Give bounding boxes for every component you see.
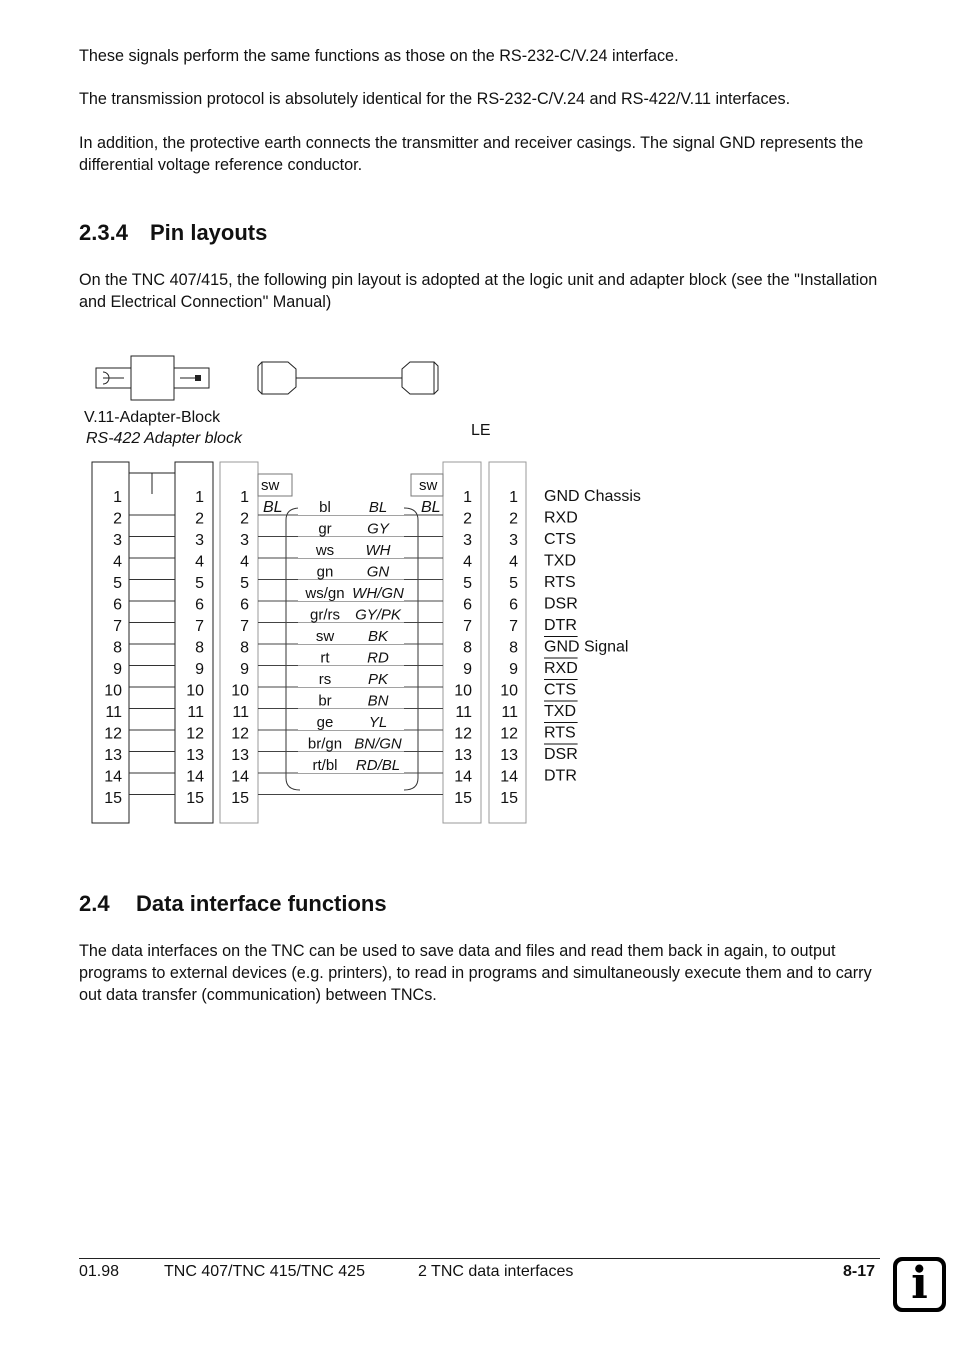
pin-number: 1 <box>463 489 472 506</box>
heading-title: Pin layouts <box>150 220 268 245</box>
wire-label-bg <box>298 498 404 515</box>
pin-number: 1 <box>509 489 518 506</box>
wire-color-de: ws/gn <box>305 585 345 602</box>
signal-name <box>544 488 641 505</box>
signal-suffix: Signal <box>579 638 629 656</box>
wire-color-en: RD/BL <box>355 757 401 774</box>
pin-number: 15 <box>454 790 472 807</box>
pin-number: 4 <box>509 553 518 571</box>
pin-number: 15 <box>104 790 122 807</box>
pin-number: 9 <box>113 661 122 678</box>
pin-number: 6 <box>463 596 472 614</box>
signal-name <box>544 639 628 656</box>
pin-number: 5 <box>463 575 472 592</box>
signal-name <box>544 703 576 720</box>
pin-number: 11 <box>105 704 122 721</box>
pin-number: 8 <box>463 639 472 657</box>
pin-number: 3 <box>240 532 249 549</box>
signal-abbrev: TXD <box>544 552 576 570</box>
signal-abbrev: RXD <box>544 509 578 527</box>
paragraph-data-interfaces: The data interfaces on the TNC can be used to save data and files and read them back in again, to output programs to external devices (e.g. printers), to read in programs and simultaneously execute them and to carry out data transfer (communication) between TNCs. <box>79 942 872 1004</box>
socket-symbol-icon <box>103 372 124 384</box>
signal-abbrev: GND <box>544 488 580 505</box>
cable-shield-left <box>286 508 300 790</box>
pin-number: 7 <box>463 618 472 635</box>
pin-number: 10 <box>500 682 518 700</box>
wire-color-de: gr/rs <box>310 606 340 624</box>
signal-name <box>544 768 577 785</box>
diagram-generated <box>104 488 641 807</box>
wire-label-bg <box>298 627 404 644</box>
cable-connector-right-edge <box>434 362 438 394</box>
pin-number: 8 <box>113 639 122 657</box>
wire-color-de: sw <box>315 628 335 645</box>
signal-name <box>544 725 576 742</box>
pin-number: 4 <box>195 553 204 571</box>
signal-abbrev: RTS <box>544 724 576 742</box>
paragraph-signals: These signals perform the same functions as those on the RS-232-C/V.24 interface. <box>79 47 679 65</box>
pin-number: 7 <box>113 618 122 635</box>
pin-number: 8 <box>240 639 249 657</box>
wire-color-en: PK <box>367 671 389 688</box>
pin-number: 7 <box>240 618 249 635</box>
pin-number: 11 <box>232 704 249 721</box>
shield-label-en-right: BL <box>421 499 441 516</box>
pin-number: 8 <box>195 639 204 657</box>
pin-number: 7 <box>509 618 518 635</box>
pin-number: 8 <box>509 639 518 657</box>
footer-rule <box>79 1258 880 1259</box>
signal-name <box>544 746 578 763</box>
heading-number: 2.3.4 <box>79 220 128 245</box>
pin-number: 15 <box>500 790 518 807</box>
pin-number: 6 <box>240 596 249 614</box>
wire-color-en: GY <box>367 520 389 538</box>
wire-color-de: br <box>318 692 332 710</box>
signal-suffix: Chassis <box>579 488 641 505</box>
cable-connector-left <box>262 362 296 394</box>
pin-number: 13 <box>231 747 249 764</box>
wire-color-de: bl <box>319 499 331 516</box>
pin-number: 14 <box>186 768 204 786</box>
pin-number: 9 <box>240 661 249 678</box>
wire-color-en: GN <box>366 563 390 581</box>
signal-name <box>544 574 576 591</box>
pin-number: 12 <box>500 725 518 743</box>
adapter-block-body <box>131 356 174 400</box>
footer-chapter: 2 TNC data interfaces <box>418 1263 574 1280</box>
pin-number: 15 <box>186 790 204 807</box>
pin-number: 5 <box>195 575 204 592</box>
footer-model: TNC 407/TNC 415/TNC 425 <box>164 1263 365 1280</box>
signal-abbrev: DSR <box>544 746 578 763</box>
pin-number: 9 <box>463 661 472 678</box>
signal-name <box>544 553 576 570</box>
pin-number: 12 <box>231 725 249 743</box>
wire-color-en: BK <box>367 628 389 645</box>
signal-name <box>544 617 577 634</box>
wire-color-de: gr <box>318 520 332 538</box>
adapter-block-label-en: RS-422 Adapter block <box>86 430 242 447</box>
pin-number: 6 <box>195 596 204 614</box>
plug-pin-icon <box>195 375 201 381</box>
shield-label-de-right: sw <box>419 477 438 494</box>
pin-number: 10 <box>104 682 122 700</box>
wire-color-de: ge <box>316 714 334 731</box>
pin-number: 9 <box>195 661 204 678</box>
wire-color-en: WH/GN <box>352 585 404 602</box>
pin-number: 10 <box>186 682 204 700</box>
pin-number: 5 <box>509 575 518 592</box>
pin-number: 5 <box>113 575 122 592</box>
signal-name <box>544 510 578 527</box>
pin-layout-diagram <box>0 340 954 840</box>
pin-number: 13 <box>186 747 204 764</box>
signal-abbrev: CTS <box>544 681 576 699</box>
wire-color-de: ws <box>315 542 335 559</box>
wire-color-de: rt/bl <box>312 757 338 774</box>
signal-name <box>544 682 576 699</box>
pin-number: 1 <box>195 489 204 506</box>
footer-page-number: 8-17 <box>843 1263 876 1280</box>
pin-number: 5 <box>240 575 249 592</box>
pin-number: 13 <box>500 747 518 764</box>
wire-color-de: br/gn <box>307 735 343 753</box>
paragraph-earth: In addition, the protective earth connects the transmitter and receiver casings. The signal GND represents the differential voltage reference conductor. <box>79 134 864 174</box>
footer-date: 01.98 <box>79 1263 120 1280</box>
heading-number: 2.4 <box>79 891 110 916</box>
pin-number: 12 <box>104 725 122 743</box>
signal-abbrev: DTR <box>544 617 577 634</box>
signal-abbrev: DSR <box>544 595 578 613</box>
pin-number: 6 <box>113 596 122 614</box>
pin-number: 2 <box>195 510 204 528</box>
signal-abbrev: GND <box>544 638 580 656</box>
pin-number: 1 <box>240 489 249 506</box>
signal-name <box>544 660 578 677</box>
pin-number: 4 <box>240 553 249 571</box>
pin-number: 11 <box>501 704 518 721</box>
pin-number: 14 <box>231 768 249 786</box>
pin-number: 7 <box>195 618 204 635</box>
pin-number: 14 <box>500 768 518 786</box>
wire-label-bg <box>298 670 404 687</box>
signal-abbrev: CTS <box>544 531 576 548</box>
heading-data-interface-functions <box>79 891 387 917</box>
pin-number: 10 <box>454 682 472 700</box>
pin-number: 9 <box>509 661 518 678</box>
wire-color-en: YL <box>368 714 388 731</box>
wire-color-en: BN/GN <box>354 735 402 753</box>
wire-color-en: BL <box>368 499 388 516</box>
heading-title: Data interface functions <box>136 891 387 916</box>
pin-number: 3 <box>113 532 122 549</box>
signal-name <box>544 596 578 613</box>
pin-number: 3 <box>509 532 518 549</box>
pin-number: 1 <box>113 489 122 506</box>
pin-number: 15 <box>231 790 249 807</box>
paragraph-pin-intro: On the TNC 407/415, the following pin layout is adopted at the logic unit and adapter block (see the "Installation and Electrical Connection" Manual) <box>79 271 878 311</box>
pin-number: 4 <box>113 553 122 571</box>
pin-number: 2 <box>463 510 472 528</box>
signal-abbrev: DTR <box>544 767 577 785</box>
pin-number: 4 <box>463 553 472 571</box>
wire-color-en: WH <box>365 542 391 559</box>
heading-pin-layouts <box>79 220 267 246</box>
pin-number: 13 <box>104 747 122 764</box>
pin-number: 2 <box>509 510 518 528</box>
info-icon-glyph: i <box>911 1258 928 1309</box>
signal-abbrev: RXD <box>544 660 578 677</box>
pin-number: 14 <box>104 768 122 786</box>
signal-name <box>544 531 576 548</box>
wire-color-en: RD <box>367 649 389 667</box>
cable-connector-right <box>402 362 434 394</box>
pin-number: 2 <box>113 510 122 528</box>
signal-abbrev: RTS <box>544 574 576 591</box>
info-icon-inner <box>897 1258 942 1309</box>
wire-color-de: rs <box>318 671 332 688</box>
pin-number: 11 <box>455 704 472 721</box>
pin-number: 6 <box>509 596 518 614</box>
shield-label-en-left: BL <box>263 499 283 516</box>
wire-color-en: GY/PK <box>355 606 401 624</box>
pin-number: 12 <box>454 725 472 743</box>
paragraph-protocol: The transmission protocol is absolutely identical for the RS-232-C/V.24 and RS-422/V.11 interfaces. <box>79 90 791 108</box>
shield-label-de-left: sw <box>261 477 280 494</box>
signal-abbrev: TXD <box>544 703 576 720</box>
wire-color-de: rt <box>320 649 330 667</box>
wire-color-en: BN <box>367 692 389 710</box>
pin-number: 11 <box>187 704 204 721</box>
pin-number: 13 <box>454 747 472 764</box>
cable-connector-left-edge <box>258 362 262 394</box>
pin-number: 14 <box>454 768 472 786</box>
pin-number: 3 <box>195 532 204 549</box>
pin-number: 3 <box>463 532 472 549</box>
pin-number: 12 <box>186 725 204 743</box>
info-icon[interactable] <box>893 1257 946 1312</box>
pin-number: 10 <box>231 682 249 700</box>
le-label: LE <box>471 422 491 439</box>
adapter-block-label: V.11-Adapter-Block <box>84 409 221 426</box>
cable-shield-right <box>404 508 418 790</box>
wire-color-de: gn <box>316 563 334 581</box>
wire-label-bg <box>298 713 404 730</box>
pin-number: 2 <box>240 510 249 528</box>
